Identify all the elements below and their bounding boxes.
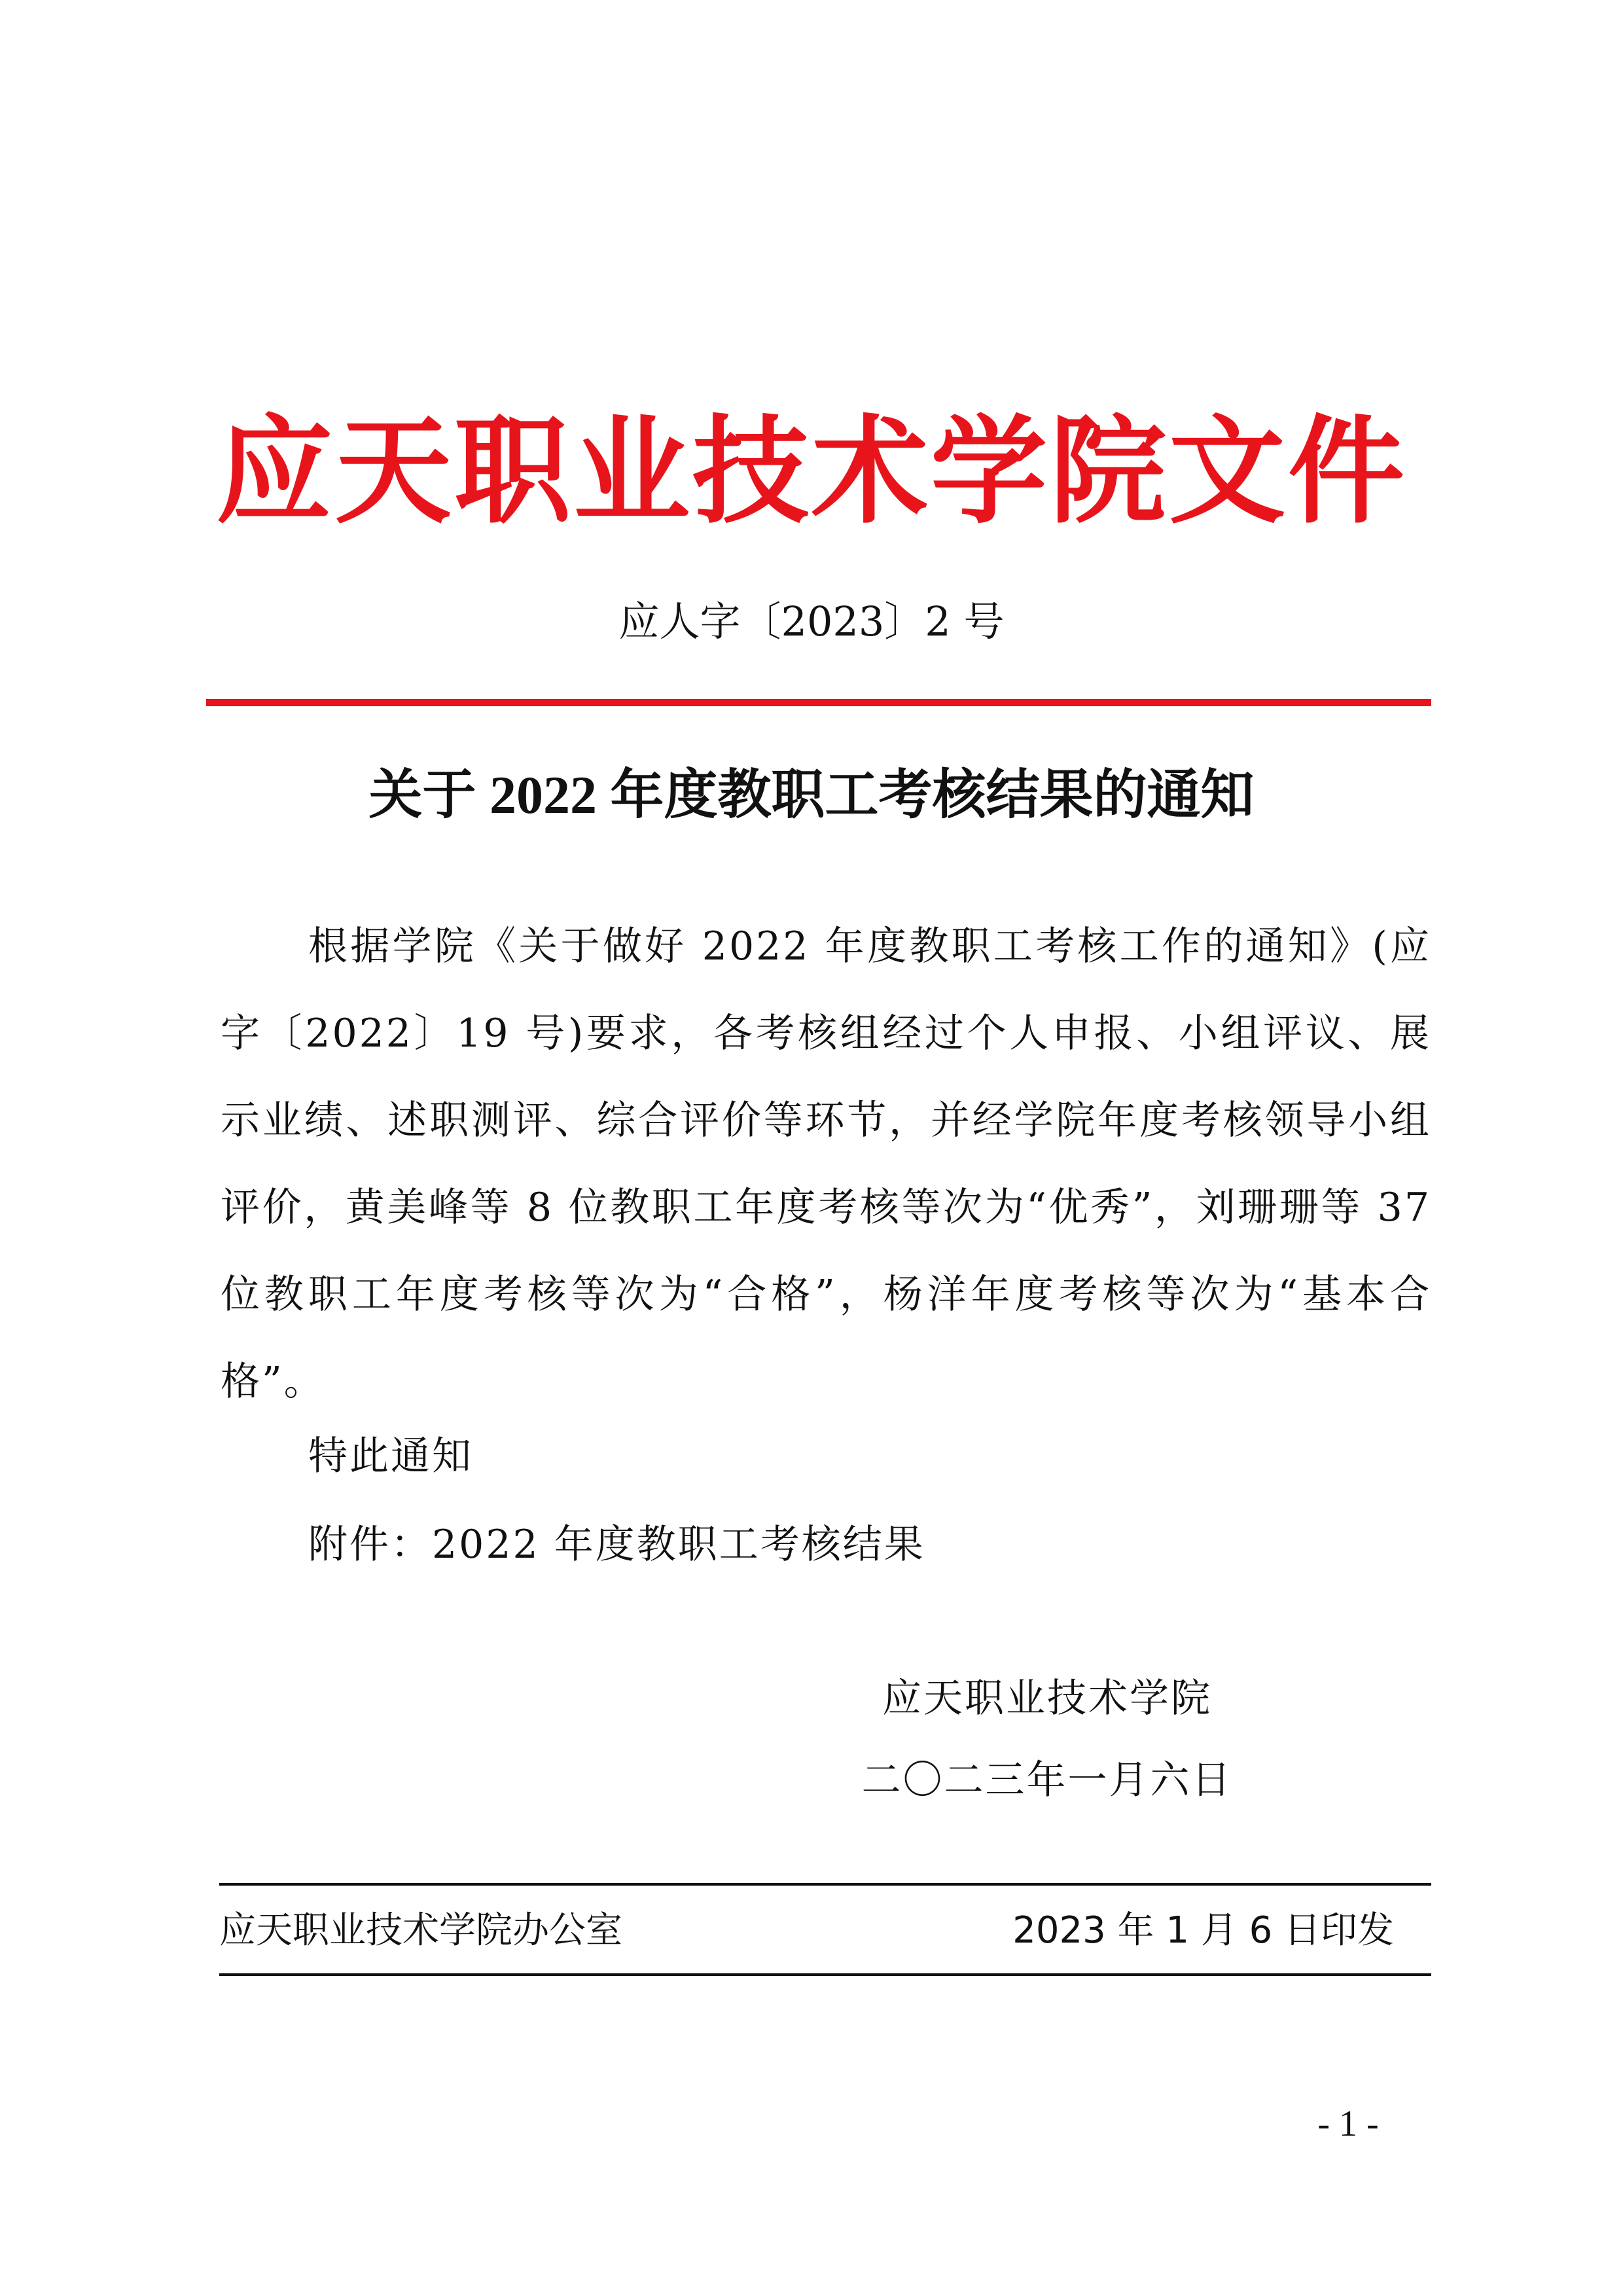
notice-closing: 特此通知 [308,1433,473,1479]
document-header-title: 应天职业技术学院文件 [216,403,1407,539]
signature-date: 二〇二三年一月六日 [861,1757,1233,1803]
footer-office: 应天职业技术学院办公室 [219,1909,622,1952]
attachment-line: 附件：2022 年度教职工考核结果 [308,1522,925,1568]
footer-print-date: 2023 年 1 月 6 日印发 [1012,1909,1394,1952]
footer-bottom-divider [219,1973,1431,1976]
page-number: - 1 - [1317,2104,1379,2144]
signature-issuer: 应天职业技术学院 [882,1676,1212,1721]
notice-body-paragraph: 根据学院《关于做好 2022 年度教职工考核工作的通知》(应字〔2022〕19 号)要求，各考核组经过个人申报、小组评议、展示业绩、述职测评、综合评价等环节，并经学院年度考核领导小组评价，黄美峰等 8 位教职工年度考核等次为“优秀”，刘珊珊等 37 位教职工年度考核等次为“合格”，杨洋年度考核等次为“基本合格”。 [221,924,1431,1405]
header-red-divider [206,699,1431,706]
notice-title: 关于 2022 年度教职工考核结果的通知 [368,765,1255,825]
footer-top-divider [219,1883,1431,1886]
document-number: 应人字〔2023〕2 号 [618,598,1005,645]
